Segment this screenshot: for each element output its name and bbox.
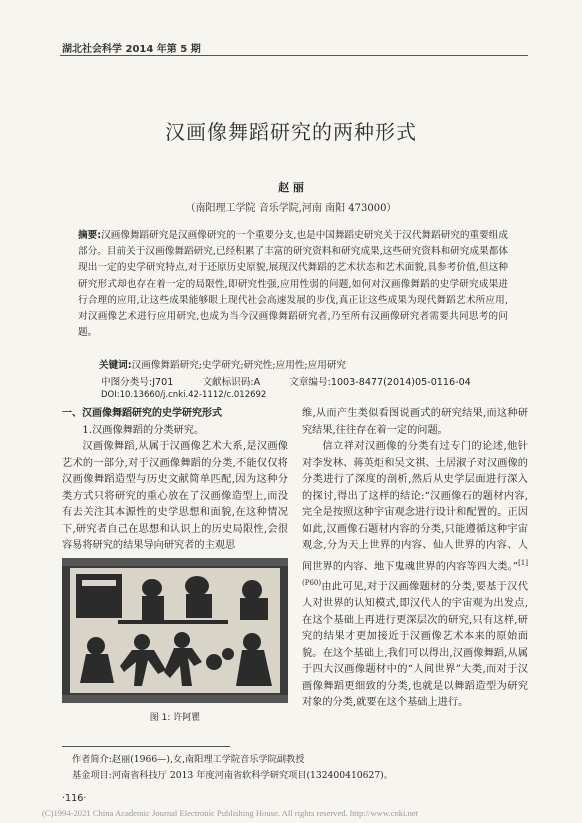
author-affiliation: （南阳理工学院 音乐学院,河南 南阳 473000）	[185, 203, 397, 214]
author-footnote: 作者简介:赵丽(1966—),女,南阳理工学院音乐学院副教授	[72, 754, 305, 765]
left-column	[62, 406, 288, 555]
document-code: 文献标识码:A	[202, 377, 261, 388]
relief-image	[62, 558, 288, 703]
abstract-label: 摘要:	[78, 230, 102, 241]
keywords-text: 汉画像舞蹈研究;史学研究;研究性;应用性;应用研究	[131, 360, 347, 371]
figure-caption: 图 1: 许阿瞿	[149, 713, 201, 723]
citation-ref: [1](P60)	[302, 558, 528, 588]
figure-stone-relief	[62, 558, 288, 703]
copyright-footer: (C)1994-2021 China Academic Journal Electronic Publishing House. All rights reserved. http://www.cnki.net	[42, 808, 419, 818]
header-rule	[60, 55, 528, 56]
section-heading: 一、汉画像舞蹈研究的史学研究形式	[62, 408, 222, 419]
fund-footnote: 基金项目:河南省科技厅 2013 年度河南省软科学研究项目(132400410627)。	[72, 770, 393, 781]
paper-title: 汉画像舞蹈研究的两种形式	[165, 120, 417, 144]
right-paragraph-2-text: 信立祥对汉画像的分类有过专门的论述,他针对李发林、蒋英炬和吴文祺、土居淑子对汉画像的分类进行了深度的剖析,然后从史学层面进行深入的探讨,得出了这样的结论:“汉画像石的题材内容,完全是按照这种宇宙观念进行设计和配置的。正因如此,汉画像石题材内容的分类,只能遵循这种宇宙观念,分为天上世界的内容、仙人世界的内容、人间世界的内容、地下鬼魂世界的内容等四大类。”	[302, 441, 528, 572]
classification-line	[101, 374, 497, 388]
right-column	[302, 406, 528, 712]
page-number: ·116·	[62, 793, 87, 804]
footnote-rule	[62, 746, 230, 747]
right-paragraph-2-cont: 由此可见,对于汉画像题材的分类,要基于汉代人对世界的认知模式,即汉代人的宇宙观为出发点,在这个基础上再进行更深层次的研究,只有这样,研究的结果才更加接近于汉画像艺术本来的原始面貌。在这个基础上,我们可以得出,汉画像舞蹈,从属于四大汉画像题材中的“人间世界”大类,而对于汉画像舞蹈更细致的分类,也就是以舞蹈造型为研究对象的分类,就要在这个基础上进行。	[302, 581, 528, 709]
right-paragraph-2	[302, 439, 528, 712]
abstract-text: 汉画像舞蹈研究是汉画像研究的一个重要分支,也是中国舞蹈史研究关于汉代舞蹈研究的重要组成部分。目前关于汉画像舞蹈研究,已经积累了丰富的研究资料和研究成果,这些研究资料和研究成果都体现出一定的史学研究特点,对于还原历史原貌,展现汉代舞蹈的艺术状态和艺术面貌,具参考价值,但这种研究形式却也存在着一定的局限性,即研究性强,应用性弱的问题,如何对汉画像舞蹈的史学研究成果进行合理的应用,让这些成果能够眼上现代社会高速发展的步伐,真正让这些成果为现代舞蹈艺术所应用,对汉画像艺术进行应用研究,也成为当今汉画像舞蹈研究者,乃至所有汉画像研究者需要共同思考的问题。	[78, 230, 508, 339]
doi: DOI:10.13660/j.cnki.42-1112/c.012692	[101, 390, 267, 400]
abstract	[78, 228, 508, 341]
article-number: 文章编号:1003-8477(2014)05-0116-04	[289, 377, 471, 388]
subsection-heading: 1.汉画像舞蹈的分类研究。	[82, 424, 205, 436]
right-paragraph-1: 维,从而产生类似看图说画式的研究结果,而这种研究结果,往往存在着一定的问题。	[302, 408, 528, 436]
keywords-label: 关键词:	[99, 360, 132, 371]
keywords	[99, 357, 346, 371]
journal-header: 湖北社会科学 2014 年第 5 期	[62, 44, 201, 55]
clc-number: 中图分类号:J701	[101, 377, 174, 388]
author-name: 赵 丽	[278, 181, 304, 194]
left-paragraph: 汉画像舞蹈,从属于汉画像艺术大系,是汉画像艺术的一部分,对于汉画像舞蹈的分类,不能仅仅将汉画像舞蹈造型与历史文献简单匹配,因为这种分类方式只将研究的重心放在了汉画像造型上,而没有去关注其本源性的史学思想和面貌,在这种情况下,研究者自己在思想和认识上的历史局限性,会很容易将研究的结果导向研究者的主观思	[62, 441, 288, 551]
